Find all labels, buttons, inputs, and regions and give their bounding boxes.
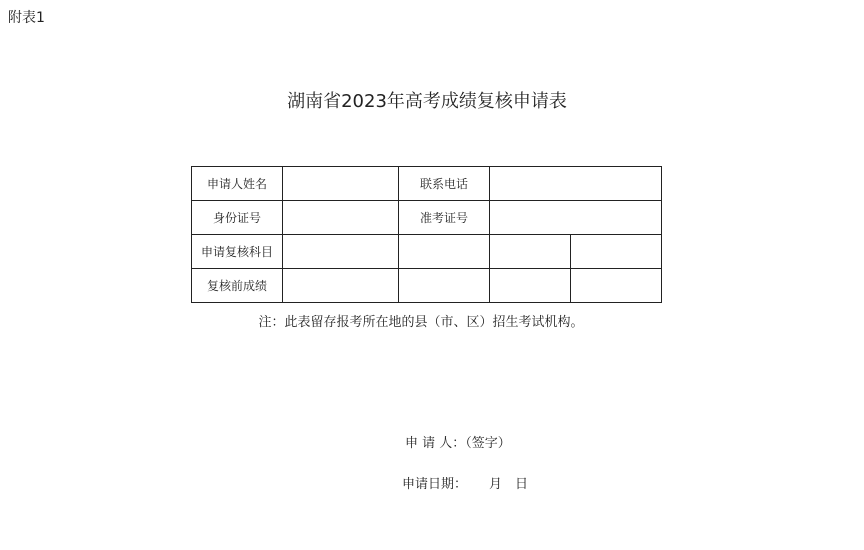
sign-hint: （签字）: [465, 436, 511, 451]
review-subject-field-3[interactable]: [490, 235, 571, 269]
attachment-label: 附表1: [8, 10, 45, 26]
pre-review-score-field-2[interactable]: [399, 269, 490, 303]
application-date-line: [402, 476, 528, 494]
signature-line: [405, 435, 511, 453]
pre-review-score-label: 复核前成绩: [192, 269, 283, 303]
applicant-name-field[interactable]: [283, 167, 399, 201]
phone-field[interactable]: [490, 167, 662, 201]
id-number-label: 身份证号: [192, 201, 283, 235]
review-subject-field-4[interactable]: [571, 235, 662, 269]
day-label: 日: [515, 477, 529, 492]
table-row: [192, 269, 662, 303]
document-title: 湖南省2023年高考成绩复核申请表: [287, 91, 567, 112]
application-form-table: [191, 166, 662, 303]
applicant-name-label: 申请人姓名: [192, 167, 283, 201]
review-subject-field-1[interactable]: [283, 235, 399, 269]
table-row: [192, 235, 662, 269]
id-number-field[interactable]: [283, 201, 399, 235]
pre-review-score-field-1[interactable]: [283, 269, 399, 303]
applicant-signature-label: 申 请 人：: [405, 436, 466, 451]
review-subject-field-2[interactable]: [399, 235, 490, 269]
form-note: 注：此表留存报考所在地的县（市、区）招生考试机构。: [258, 315, 584, 330]
exam-number-label: 准考证号: [399, 201, 490, 235]
application-date-label: 申请日期：: [402, 477, 468, 492]
table-row: [192, 167, 662, 201]
pre-review-score-field-4[interactable]: [571, 269, 662, 303]
exam-number-field[interactable]: [490, 201, 662, 235]
pre-review-score-field-3[interactable]: [490, 269, 571, 303]
month-label: 月: [489, 477, 503, 492]
review-subject-label: 申请复核科目: [192, 235, 283, 269]
table-row: [192, 201, 662, 235]
phone-label: 联系电话: [399, 167, 490, 201]
